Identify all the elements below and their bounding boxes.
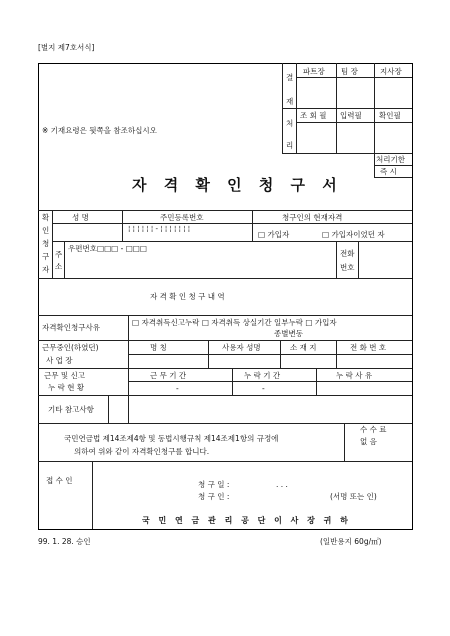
frame-right — [412, 63, 413, 529]
footer-paper-spec: (일반용지 60g/㎡) — [320, 537, 382, 546]
reason-options-continued: 종별변동 — [274, 329, 303, 338]
approval-side-1: 결 — [286, 73, 294, 82]
claim-date-label: 청 구 일 : — [198, 480, 230, 489]
approval-header-branch: 지사장 — [380, 67, 402, 76]
workplace-name-header: 명 칭 — [150, 343, 167, 352]
frame-bottom — [38, 529, 413, 530]
work-period-header: 근 무 기 간 — [150, 371, 187, 380]
approval-header-confirm: 확인필 — [379, 111, 401, 120]
applicant-side-3: 청 — [42, 239, 50, 248]
approval-header-input: 입력필 — [340, 111, 362, 120]
other-remarks-label: 기타 참고사항 — [48, 405, 94, 414]
rrn-field[interactable]: ¦ ¦ ¦ ¦ ¦ ¦ - ¦ ¦ ¦ ¦ ¦ ¦ ¦ — [128, 225, 191, 233]
name-field[interactable] — [53, 224, 121, 240]
omission-period-header: 누 락 기 간 — [244, 371, 281, 380]
status-checkbox-former-member[interactable]: □ 가입자이었던 자 — [322, 230, 385, 239]
workplace-owner-header: 사용자 성명 — [222, 343, 261, 352]
approval-side-4: 리 — [286, 141, 294, 150]
section-heading: 자 격 확 인 청 구 내 역 — [150, 292, 225, 301]
phone-label-2: 번호 — [340, 263, 355, 272]
status-checkbox-member[interactable]: □ 가입자 — [258, 230, 290, 239]
workplace-label-1: 근무중인(하였던) — [42, 343, 99, 352]
work-period-dash: - — [176, 384, 179, 393]
claimant-sign-field[interactable]: (서명 또는 인) — [330, 492, 377, 501]
omission-label-2: 누 락 현 황 — [48, 383, 85, 392]
applicant-side-2: 인 — [42, 226, 50, 235]
approval-header-part: 파트장 — [303, 67, 325, 76]
frame-left — [38, 63, 39, 529]
processing-period-label: 처리기한 — [376, 155, 405, 164]
reason-label: 자격확인청구사유 — [42, 323, 100, 332]
reason-options[interactable]: □ 자격취득신고누락 □ 자격취득 상실기간 일부누락 □ 가입자 — [132, 318, 337, 327]
phone-label-1: 전화 — [340, 249, 355, 258]
address-label-2: 소 — [55, 262, 63, 271]
other-remarks-field[interactable] — [110, 397, 410, 421]
omission-label-1: 근무 및 신고 — [44, 371, 85, 380]
claim-date-value[interactable]: . . . — [276, 480, 288, 489]
frame-top — [38, 63, 412, 64]
phone-field[interactable] — [359, 242, 411, 277]
footer-approval-date: 99. 1. 28. 승인 — [38, 537, 91, 546]
instruction-note: ※ 기재요령은 뒷쪽을 참조하십시오 — [42, 126, 157, 135]
title-top-rule — [374, 177, 412, 178]
workplace-location-header: 소 재 지 — [290, 343, 317, 352]
form-title: 자 격 확 인 청 구 서 — [132, 176, 343, 194]
statement-line-1: 국민연금법 제14조제4항 및 동법시행규칙 제14조제1항의 규정에 — [64, 434, 279, 443]
name-header: 성 명 — [72, 213, 89, 222]
processing-period-value: 즉 시 — [380, 167, 397, 176]
workplace-label-2: 사 업 장 — [46, 356, 73, 365]
fee-label: 수 수 료 — [360, 425, 387, 434]
workplace-phone-header: 전 화 번 호 — [350, 343, 387, 352]
applicant-side-4: 구 — [42, 252, 50, 261]
approval-side-2: 재 — [286, 97, 294, 106]
claimant-label: 청 구 인 : — [198, 492, 230, 501]
statement-line-2: 의하여 위와 같이 자격확인청구를 합니다. — [74, 447, 210, 456]
recipient: 국 민 연 금 관 리 공 단 이 사 장 귀 하 — [142, 516, 351, 525]
current-status-header: 청구인의 현재자격 — [282, 213, 343, 222]
omission-reason-header: 누 락 사 유 — [336, 371, 373, 380]
postal-code-field[interactable]: 우편번호□□□ - □□□ — [68, 244, 147, 253]
approval-header-team: 팀 장 — [341, 67, 358, 76]
form-number: [별지 제7호서식] — [38, 43, 95, 52]
applicant-side-5: 자 — [42, 265, 50, 274]
receipt-label: 접 수 인 — [46, 476, 73, 485]
fee-value: 없 음 — [360, 437, 377, 446]
approval-side-3: 처 — [286, 119, 294, 128]
applicant-side-1: 확 — [42, 213, 50, 222]
omission-period-dash: - — [262, 384, 265, 393]
rrn-header: 주민등록번호 — [160, 213, 204, 222]
approval-header-inquiry: 조 회 필 — [300, 111, 327, 120]
address-label-1: 주 — [55, 250, 63, 259]
